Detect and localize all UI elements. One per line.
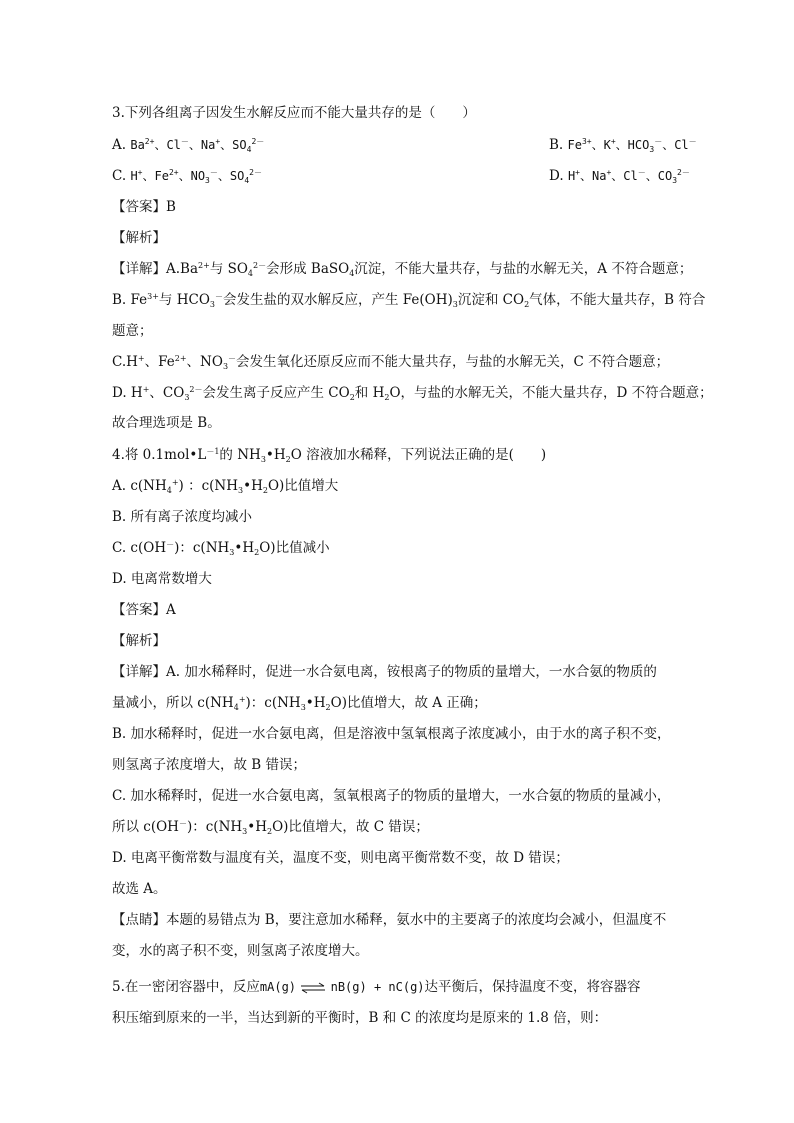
q3-answer: 【答案】B (112, 199, 176, 215)
q4-detail-7: D. 电离平衡常数与温度有关，温度不变，则电离平衡常数不变，故 D 错误； (112, 850, 569, 866)
q3-stem: 3.下列各组离子因发生水解反应而不能大量共存的是（ ） (112, 105, 476, 121)
q3-options-row2 (112, 167, 694, 185)
q4-answer: 【答案】A (112, 602, 176, 618)
q4-detail-2: 量减小，所以 $c(NH_4^+)$：$c(NH_3•H_2O)$比值增大，故 A 正确； (112, 695, 487, 712)
q5-stem-line1: 5.在一密闭容器中，反应mA(g) nB(g) + nC(g)达平衡后，保持温度不变，将容器容 (112, 979, 641, 995)
q3-detail-b-line1: B. $Fe^{3+}$与 $HCO_3^-$会发生盐的双水解反应，产生 $Fe(OH)_3$沉淀和 $CO_2$气体，不能大量共存，B 符合 (112, 292, 706, 309)
q4-tip: 【点睛】本题的易错点为 B，要注意加水稀释，氨水中的主要离子的浓度均会减小，但温度不 (112, 912, 667, 928)
q4-tip-line2: 变，水的离子积不变，则氢离子浓度增大。 (112, 943, 369, 959)
q4-detail-3: B. 加水稀释时，促进一水合氨电离，但是溶液中氢氧根离子浓度减小，由于水的离子积不变， (112, 726, 671, 742)
q4-detail-1: 【详解】A. 加水稀释时，促进一水合氨电离，铵根离子的物质的量增大，一水合氨的物质的 (112, 664, 657, 680)
q5-stem-line2: 积压缩到原来的一半，当达到新的平衡时，B 和 C 的浓度均是原来的 1.8 倍，则： (112, 1010, 608, 1026)
q3-option-c: C. H+、$Fe^{2+}$、$NO_3^-$、$SO_4^{2-}$ (112, 168, 262, 185)
q4-detail-8: 故选 A。 (112, 881, 167, 897)
q3-option-a: A. $Ba^{2+}$、Cl－、Na+、$SO_4^{2-}$ (112, 137, 265, 154)
q4-option-a: A. $c(NH_4^+)$ ：$c(NH_3•H_2O)$比值增大 (112, 478, 339, 495)
q4-option-d: D. 电离常数增大 (112, 571, 212, 587)
q3-option-d: D. H+、Na+、Cl－、$CO_3^{2-}$ (549, 168, 690, 185)
equilibrium-arrow-icon (300, 982, 326, 994)
q3-detail-b-line2: 题意； (112, 323, 153, 339)
q3-detail-d: D. H+、$CO_3^{2-}$会发生离子反应产生 $CO_2$和 $H_2O$，与盐的水解无关，不能大量共存，D 不符合题意； (112, 385, 713, 402)
q3-conclusion: 故合理选项是 B。 (112, 415, 221, 431)
q4-detail-5: C. 加水稀释时，促进一水合氨电离，氢氧根离子的物质的量增大，一水合氨的物质的量减小， (112, 788, 671, 804)
q4-option-c: C. c(OH－)：$c(NH_3•H_2O)$比值减小 (112, 540, 330, 557)
q4-detail-4: 则氢离子浓度增大，故 B 错误； (112, 757, 307, 773)
q4-analysis-tag: 【解析】 (112, 633, 166, 649)
q4-stem: 4.将 $0.1mol•L^{-1}$的 $NH_3•H_2O$ 溶液加水稀释，下列说法正确的是( ) (112, 447, 547, 464)
q3-detail-c: C.H+、$Fe^{2+}$、$NO_3^-$会发生氧化还原反应而不能大量共存，与盐的水解无关，C 不符合题意； (112, 354, 670, 371)
q3-option-b: B. $Fe^{3+}$、K+、$HCO_3^-$、Cl－ (549, 137, 697, 154)
q4-option-b: B. 所有离子浓度均减小 (112, 509, 253, 525)
q3-analysis-tag: 【解析】 (112, 230, 166, 246)
q3-detail-a: 【详解】$A.Ba^{2+}$与 $SO_4^{2-}$会形成 BaSO$_4$沉淀，不能大量共存，与盐的水解无关，A 不符合题意； (112, 261, 693, 278)
q3-options-row1 (112, 136, 697, 154)
q4-detail-6: 所以 c(OH－)：$c(NH_3•H_2O)$比值增大，故 C 错误； (112, 819, 429, 836)
